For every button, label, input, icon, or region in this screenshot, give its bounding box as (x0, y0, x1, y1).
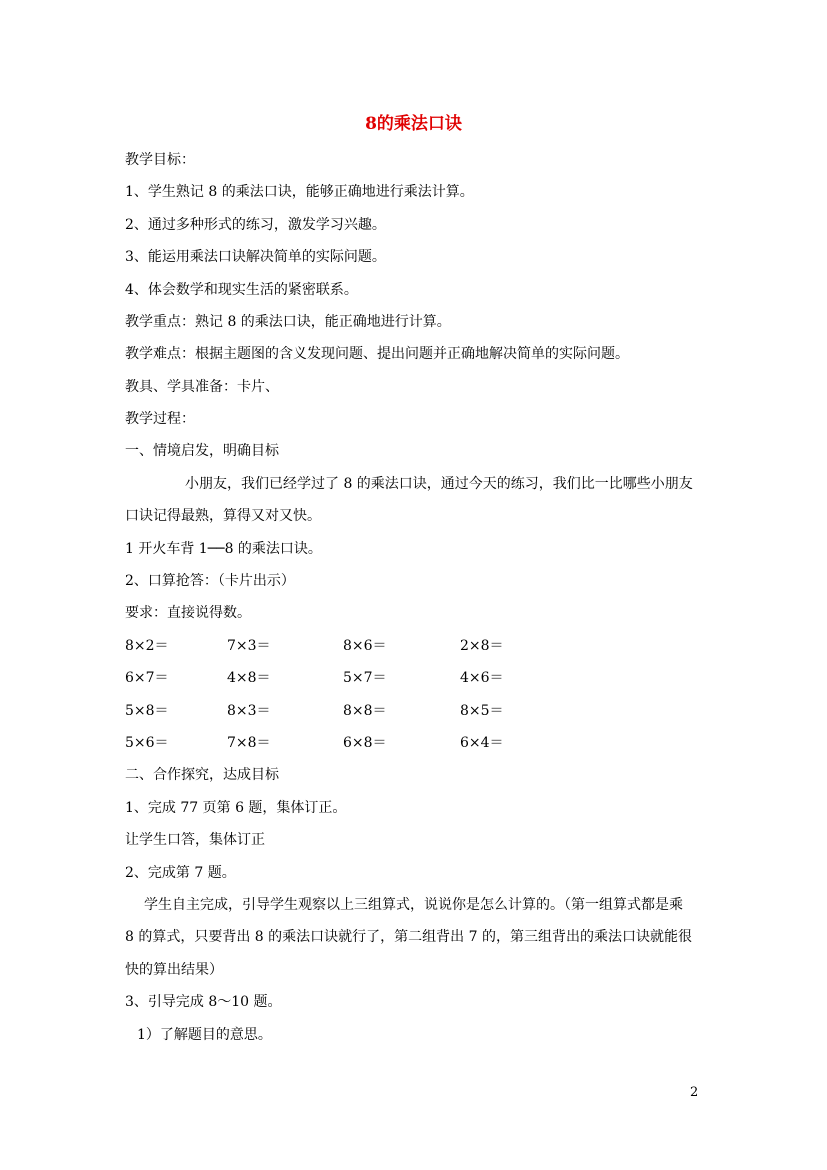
section-1-heading: 一、情境启发，明确目标 (125, 443, 279, 459)
task-2-paragraph-line-1: 学生自主完成，引导学生观察以上三组算式，说说你是怎么计算的。（第一组算式都是乘 (144, 897, 683, 913)
oral-problem: 6×4＝ (460, 735, 504, 751)
page-number: 2 (690, 1085, 699, 1100)
task-2: 2、完成第 7 题。 (125, 865, 236, 881)
oral-problem: 6×7＝ (125, 670, 169, 686)
oral-problem-row (125, 668, 585, 688)
oral-problem-row (125, 733, 585, 753)
oral-problem: 8×8＝ (343, 703, 387, 719)
task-3-sub-1: 1）了解题目的意思。 (137, 1027, 272, 1043)
oral-problem-row (125, 701, 585, 721)
task-1: 1、完成 77 页第 6 题，集体订正。 (125, 800, 347, 816)
oral-problem: 4×8＝ (227, 670, 271, 686)
oral-problem: 7×8＝ (227, 735, 271, 751)
goal-1: 1、学生熟记 8 的乘法口诀，能够正确地进行乘法计算。 (125, 184, 474, 200)
step-2: 2、口算抢答：（卡片出示） (125, 573, 295, 589)
oral-problem: 2×8＝ (460, 638, 504, 654)
difficulty: 教学难点：根据主题图的含义发现问题、提出问题并正确地解决简单的实际问题。 (125, 346, 629, 362)
oral-problem: 5×7＝ (343, 670, 387, 686)
key-point: 教学重点：熟记 8 的乘法口诀，能正确地进行计算。 (125, 314, 451, 330)
oral-problem: 6×8＝ (343, 735, 387, 751)
goal-3: 3、能运用乘法口诀解决简单的实际问题。 (125, 249, 386, 265)
section-2-heading: 二、合作探究，达成目标 (125, 767, 279, 783)
oral-problem-row (125, 636, 585, 656)
step-1: 1 开火车背 1──8 的乘法口诀。 (125, 541, 322, 557)
oral-problem: 5×8＝ (125, 703, 169, 719)
goal-4: 4、体会数学和现实生活的紧密联系。 (125, 282, 358, 298)
oral-problem: 8×6＝ (343, 638, 387, 654)
page-title: 8的乘法口诀 (365, 114, 462, 134)
oral-problem: 8×2＝ (125, 638, 169, 654)
task-1-note: 让学生口答，集体订正 (125, 832, 265, 848)
goal-2: 2、通过多种形式的练习，激发学习兴趣。 (125, 217, 386, 233)
intro-paragraph-line-1: 小朋友，我们已经学过了 8 的乘法口诀，通过今天的练习，我们比一比哪些小朋友 (185, 476, 693, 492)
task-2-paragraph-line-3: 快的算出结果） (125, 962, 223, 978)
task-2-paragraph-line-2: 8 的算式，只要背出 8 的乘法口诀就行了，第二组背出 7 的，第三组背出的乘法口诀就能很 (125, 929, 692, 945)
requirement: 要求：直接说得数。 (125, 605, 251, 621)
materials: 教具、学具准备：卡片、 (125, 379, 279, 395)
oral-problem: 8×5＝ (460, 703, 504, 719)
oral-problem: 7×3＝ (227, 638, 271, 654)
intro-paragraph-line-2: 口诀记得最熟，算得又对又快。 (125, 508, 321, 524)
oral-problem: 8×3＝ (227, 703, 271, 719)
task-3: 3、引导完成 8～10 题。 (125, 994, 282, 1010)
goal-heading: 教学目标： (125, 152, 195, 168)
oral-problem: 4×6＝ (460, 670, 504, 686)
process-heading: 教学过程： (125, 411, 195, 427)
oral-problem: 5×6＝ (125, 735, 169, 751)
